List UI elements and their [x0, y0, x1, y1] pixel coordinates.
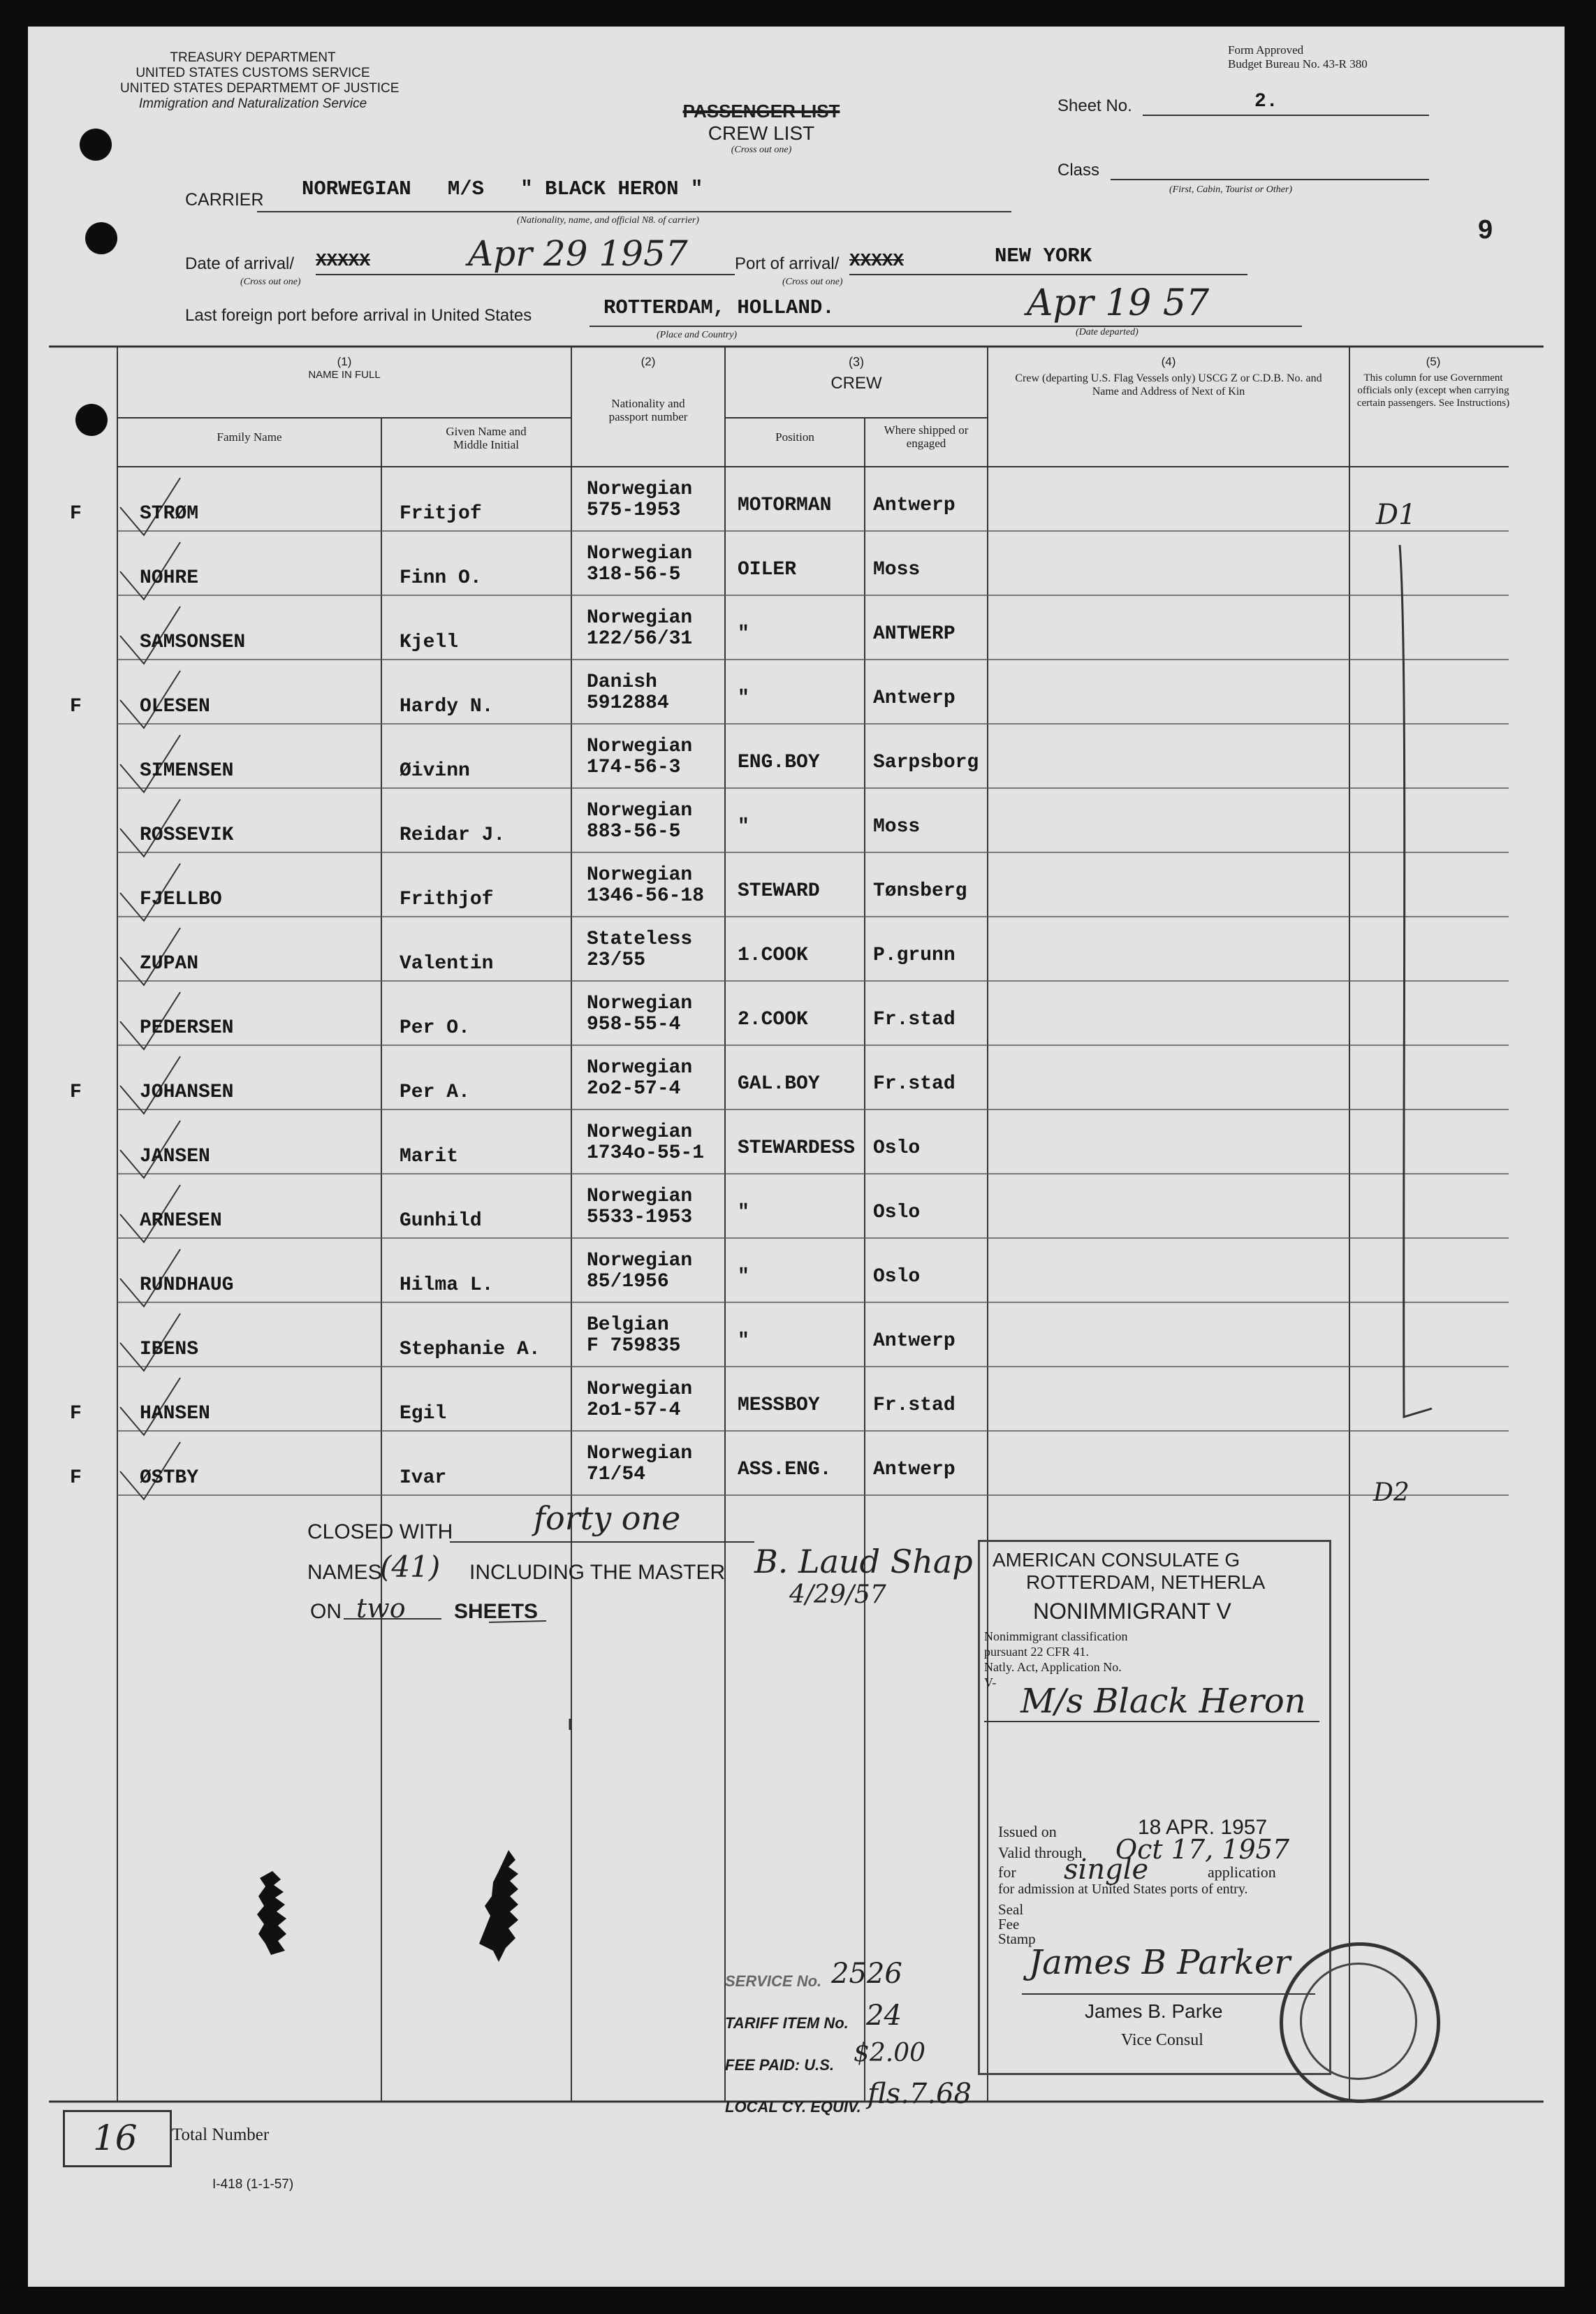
agency-line2: UNITED STATES CUSTOMS SERVICE: [136, 66, 370, 80]
family-name: JOHANSEN: [140, 1082, 234, 1103]
where-shipped: Antwerp: [873, 1459, 956, 1480]
consulate-seal: [1280, 1942, 1440, 2103]
passport-number: 174-56-3: [587, 757, 681, 778]
col3-number: (3): [849, 355, 864, 369]
crew-position: 1.COOK: [738, 945, 808, 966]
given-name: Kjell: [400, 632, 459, 653]
crew-position: ": [738, 623, 749, 645]
family-name: SAMSONSEN: [140, 632, 246, 653]
consulate-visa-prefix: V-: [984, 1675, 997, 1689]
date-arrival-note: (Cross out one): [240, 277, 301, 287]
col5-number: (5): [1426, 355, 1441, 368]
col1-header: [117, 355, 571, 381]
nationality: Norwegian: [587, 1443, 693, 1464]
for-value: single: [1064, 1854, 1149, 1886]
given-name: Øivinn: [400, 760, 470, 782]
margin-number: 9: [1478, 215, 1493, 245]
row-flag: F: [70, 1467, 82, 1489]
family-name: STRØM: [140, 503, 199, 525]
crew-position: OILER: [738, 559, 797, 581]
given-name: Hardy N.: [400, 696, 494, 718]
given-name: Ivar: [400, 1467, 447, 1489]
where-shipped: Antwerp: [873, 495, 956, 516]
given-name: Frithjof: [400, 889, 494, 910]
total-number-box: [63, 2110, 172, 2167]
family-name: OLESEN: [140, 696, 210, 718]
crew-position: MESSBOY: [738, 1395, 820, 1416]
nationality: Norwegian: [587, 993, 693, 1014]
consulate-class-line1: Nonimmigrant classification: [984, 1629, 1128, 1643]
closed-with-underline: [450, 1541, 754, 1543]
where-shipped: Tønsberg: [873, 880, 967, 902]
sheet-label: Sheet No.: [1057, 96, 1132, 115]
where-shipped: Fr.stad: [873, 1395, 956, 1416]
col3-label: CREW: [830, 374, 882, 393]
date-departed-note: (Date departed): [1076, 327, 1139, 337]
last-port-value: ROTTERDAM, HOLLAND.: [603, 296, 835, 319]
date-arrival-value: Apr 29 1957: [468, 233, 688, 274]
consulate-class-line2: pursuant 22 CFR 41.: [984, 1645, 1090, 1659]
crew-position: ": [738, 1266, 749, 1288]
row-flag: F: [70, 503, 82, 525]
nationality: Danish: [587, 671, 657, 693]
family-name: RUNDHAUG: [140, 1274, 234, 1296]
col1-label: NAME IN FULL: [308, 369, 381, 381]
agency-line4: Immigration and Naturalization Service: [138, 96, 367, 111]
officer-name: James B. Parke: [1085, 2000, 1223, 2022]
where-shipped: P.grunn: [873, 945, 956, 966]
issued-label: Issued on: [998, 1823, 1057, 1840]
family-name: IBENS: [140, 1339, 199, 1360]
page-title: CREW LIST: [708, 122, 815, 144]
given-name: Gunhild: [400, 1210, 482, 1232]
crew-position: STEWARDESS: [738, 1137, 856, 1159]
closing-sheets-word: two: [356, 1593, 406, 1624]
last-port-label: Last foreign port before arrival in United States: [185, 306, 532, 325]
family-name: ARNESEN: [140, 1210, 222, 1232]
punch-hole-2: [85, 222, 117, 254]
given-name: Per O.: [400, 1017, 470, 1039]
row-flag: F: [70, 696, 82, 718]
col5-label: This column for use Government officials only (except when carrying certain passengers. See Instructions): [1356, 372, 1510, 409]
form-approved-line1: Form Approved: [1228, 43, 1304, 57]
port-arrival-note: (Cross out one): [782, 277, 843, 287]
nationality: Norwegian: [587, 1057, 693, 1079]
where-shipped: Oslo: [873, 1266, 921, 1288]
family-name: ZUPAN: [140, 953, 199, 975]
row-flag: F: [70, 1082, 82, 1103]
vice-consul-signature: James B Parker: [1029, 1943, 1291, 1982]
nationality: Stateless: [587, 929, 693, 950]
passport-number: 2o1-57-4: [587, 1399, 681, 1421]
official-mark-last: D2: [1373, 1478, 1410, 1507]
port-arrival-label: Port of arrival/: [735, 254, 840, 273]
passport-number: 5912884: [587, 692, 669, 714]
consulate-classification: [984, 1629, 1127, 1690]
passport-number: 318-56-5: [587, 564, 681, 585]
valid-label: Valid through: [998, 1844, 1083, 1861]
master-signature: B. Laud Shap: [754, 1543, 973, 1580]
family-name: ROSSEVIK: [140, 824, 234, 846]
closing-count: (41): [380, 1550, 441, 1584]
given-name: Hilma L.: [400, 1274, 494, 1296]
crew-position: ": [738, 687, 749, 709]
nationality: Norwegian: [587, 736, 693, 757]
date-arrival-label: Date of arrival/: [185, 254, 295, 273]
passport-number: 122/56/31: [587, 628, 693, 650]
given-name: Per A.: [400, 1082, 470, 1103]
passport-number: 883-56-5: [587, 821, 681, 843]
nationality: Norwegian: [587, 1250, 693, 1272]
given-name: Stephanie A.: [400, 1339, 541, 1360]
names-label: NAMES: [307, 1561, 382, 1584]
family-name: NOHRE: [140, 567, 199, 589]
crew-position: STEWARD: [738, 880, 820, 902]
sheets-label: SHEETS: [454, 1600, 539, 1623]
including-master-label: INCLUDING THE MASTER: [469, 1561, 726, 1584]
crew-position: ": [738, 1330, 749, 1352]
shipped-header: Where shipped or engaged: [884, 423, 969, 450]
consulate-class-line3: Natly. Act, Application No.: [984, 1660, 1122, 1674]
consulate-seal-inner-ring: [1300, 1963, 1417, 2080]
closing-count-words: forty one: [534, 1499, 681, 1537]
last-port-note: (Place and Country): [657, 330, 738, 340]
date-departed-value: Apr 19 57: [1027, 282, 1210, 324]
where-shipped: Moss: [873, 816, 921, 838]
passport-number: 71/54: [587, 1464, 646, 1485]
valid-value: Oct 17, 1957: [1115, 1834, 1290, 1865]
form-id: I-418 (1-1-57): [212, 2177, 294, 2192]
agency-line1: TREASURY DEPARTMENT: [170, 50, 336, 65]
on-label: ON: [310, 1600, 342, 1623]
passport-number: 2o2-57-4: [587, 1078, 681, 1100]
fee-paid-value: $2.00: [854, 2039, 926, 2067]
passport-number: 1346-56-18: [587, 885, 705, 907]
tariff-value: 24: [866, 2000, 902, 2032]
consulate-line2: ROTTERDAM, NETHERLA: [1026, 1571, 1266, 1593]
admission-line: for admission at United States ports of entry.: [998, 1882, 1248, 1897]
crew-position: MOTORMAN: [738, 495, 832, 516]
issued-value: 18 APR. 1957: [1138, 1816, 1268, 1839]
passport-number: 1734o-55-1: [587, 1142, 705, 1164]
nationality: Belgian: [587, 1314, 669, 1336]
punch-hole-3: [75, 404, 108, 436]
consul-underline: [1022, 1993, 1315, 1995]
where-shipped: Oslo: [873, 1137, 921, 1159]
nationality: Norwegian: [587, 543, 693, 565]
crew-position: GAL.BOY: [738, 1073, 820, 1095]
stamp-label: Stamp: [998, 1930, 1036, 1947]
where-shipped: Antwerp: [873, 1330, 956, 1352]
local-equiv-value: fls.7.68: [867, 2078, 972, 2110]
family-name: FJELLBO: [140, 889, 222, 910]
where-shipped: Oslo: [873, 1202, 921, 1223]
col4-number: (4): [1161, 355, 1176, 368]
nationality: Norwegian: [587, 800, 693, 822]
where-shipped: Antwerp: [873, 687, 956, 709]
crew-position: 2.COOK: [738, 1009, 808, 1031]
given-name: Fritjof: [400, 503, 482, 525]
application-word: application: [1208, 1863, 1276, 1881]
class-label: Class: [1057, 161, 1100, 180]
fee-label: Fee: [998, 1916, 1020, 1933]
crew-position: ": [738, 816, 749, 838]
consulate-ship: M/s Black Heron: [1020, 1682, 1306, 1721]
carrier-label: CARRIER: [185, 190, 264, 210]
carrier-note: (Nationality, name, and official N8. of carrier): [517, 215, 699, 226]
given-name: Finn O.: [400, 567, 482, 589]
official-mark-first: D1: [1376, 499, 1416, 531]
nationality: Norwegian: [587, 607, 693, 629]
passport-number: F 759835: [587, 1335, 681, 1357]
form-approved-line2: Budget Bureau No. 43-R 380: [1228, 57, 1368, 71]
passport-number: 575-1953: [587, 500, 681, 521]
tariff-label: TARIFF ITEM No.: [725, 2014, 849, 2032]
family-name: HANSEN: [140, 1403, 210, 1425]
agency-line3: UNITED STATES DEPARTMEMT OF JUSTICE: [120, 81, 400, 96]
consulate-stamp: [978, 1540, 1331, 2075]
punch-hole-1: [80, 129, 112, 161]
given-name: Valentin: [400, 953, 494, 975]
local-equiv-label: LOCAL CY. EQUIV.: [725, 2098, 861, 2116]
sheet-number: 2.: [1254, 91, 1278, 112]
passport-number: 23/55: [587, 949, 646, 971]
nationality: Norwegian: [587, 1378, 693, 1400]
position-header: Position: [775, 430, 814, 444]
passport-number: 958-55-4: [587, 1014, 681, 1035]
crew-position: ": [738, 1202, 749, 1223]
col4-label: Crew (departing U.S. Flag Vessels only) USCG Z or C.D.B. No. and Name and Address of Next of Kin: [1015, 372, 1322, 398]
date-arrival-struck: XXXXX: [316, 250, 371, 271]
nationality: Norwegian: [587, 864, 693, 886]
family-name: JANSEN: [140, 1146, 210, 1167]
service-value: 2526: [831, 1958, 902, 1990]
given-name: Reidar J.: [400, 824, 506, 846]
nationality: Norwegian: [587, 1186, 693, 1207]
ink-blots: [237, 1843, 531, 1997]
for-label: for: [998, 1863, 1016, 1881]
nationality: Norwegian: [587, 1121, 693, 1143]
seal-label: Seal: [998, 1901, 1024, 1918]
col2-number: (2): [640, 355, 656, 368]
nationality: Norwegian: [587, 479, 693, 500]
seal-fee-stamp: [998, 1902, 1036, 1946]
fee-paid-label: FEE PAID: U.S.: [725, 2056, 835, 2074]
where-shipped: Sarpsborg: [873, 752, 979, 773]
family-name: ØSTBY: [140, 1467, 199, 1489]
service-label: SERVICE No.: [725, 1972, 822, 1990]
consulate-line1: AMERICAN CONSULATE G: [993, 1549, 1240, 1571]
total-number: 16: [93, 2118, 138, 2158]
crew-position: ASS.ENG.: [738, 1459, 832, 1480]
where-shipped: Moss: [873, 559, 921, 581]
col3-header: [725, 355, 988, 393]
given-name: Marit: [400, 1146, 459, 1167]
master-signature-date: 4/29/57: [789, 1580, 886, 1609]
col2-label: Nationality and passport number: [608, 397, 688, 423]
officer-title: Vice Consul: [1121, 2031, 1203, 2049]
given-name: Egil: [400, 1403, 447, 1425]
family-name: SIMENSEN: [140, 760, 234, 782]
total-number-label: Total Number: [172, 2125, 270, 2144]
closed-with-label: CLOSED WITH: [307, 1520, 453, 1543]
port-arrival-value: NEW YORK: [995, 245, 1092, 268]
crew-list-form: [28, 27, 1565, 2287]
crew-position: ENG.BOY: [738, 752, 820, 773]
consulate-ship-underline: [984, 1721, 1319, 1722]
where-shipped: Fr.stad: [873, 1073, 956, 1095]
port-arrival-struck: XXXXX: [849, 250, 905, 271]
consulate-line3: NONIMMIGRANT V: [1033, 1599, 1231, 1624]
where-shipped: Fr.stad: [873, 1009, 956, 1031]
family-name: PEDERSEN: [140, 1017, 234, 1039]
where-shipped: ANTWERP: [873, 623, 956, 645]
carrier-value: NORWEGIAN M/S " BLACK HERON ": [302, 177, 703, 201]
row-flag: F: [70, 1403, 82, 1425]
title-struck: PASSENGER LIST: [682, 101, 840, 122]
passport-number: 85/1956: [587, 1271, 669, 1293]
given-name-header: Given Name and Middle Initial: [446, 425, 527, 451]
family-name-header: Family Name: [217, 430, 282, 444]
title-note: (Cross out one): [731, 145, 792, 155]
passport-number: 5533-1953: [587, 1207, 693, 1228]
col1-number: (1): [337, 355, 352, 368]
class-note: (First, Cabin, Tourist or Other): [1169, 184, 1293, 195]
